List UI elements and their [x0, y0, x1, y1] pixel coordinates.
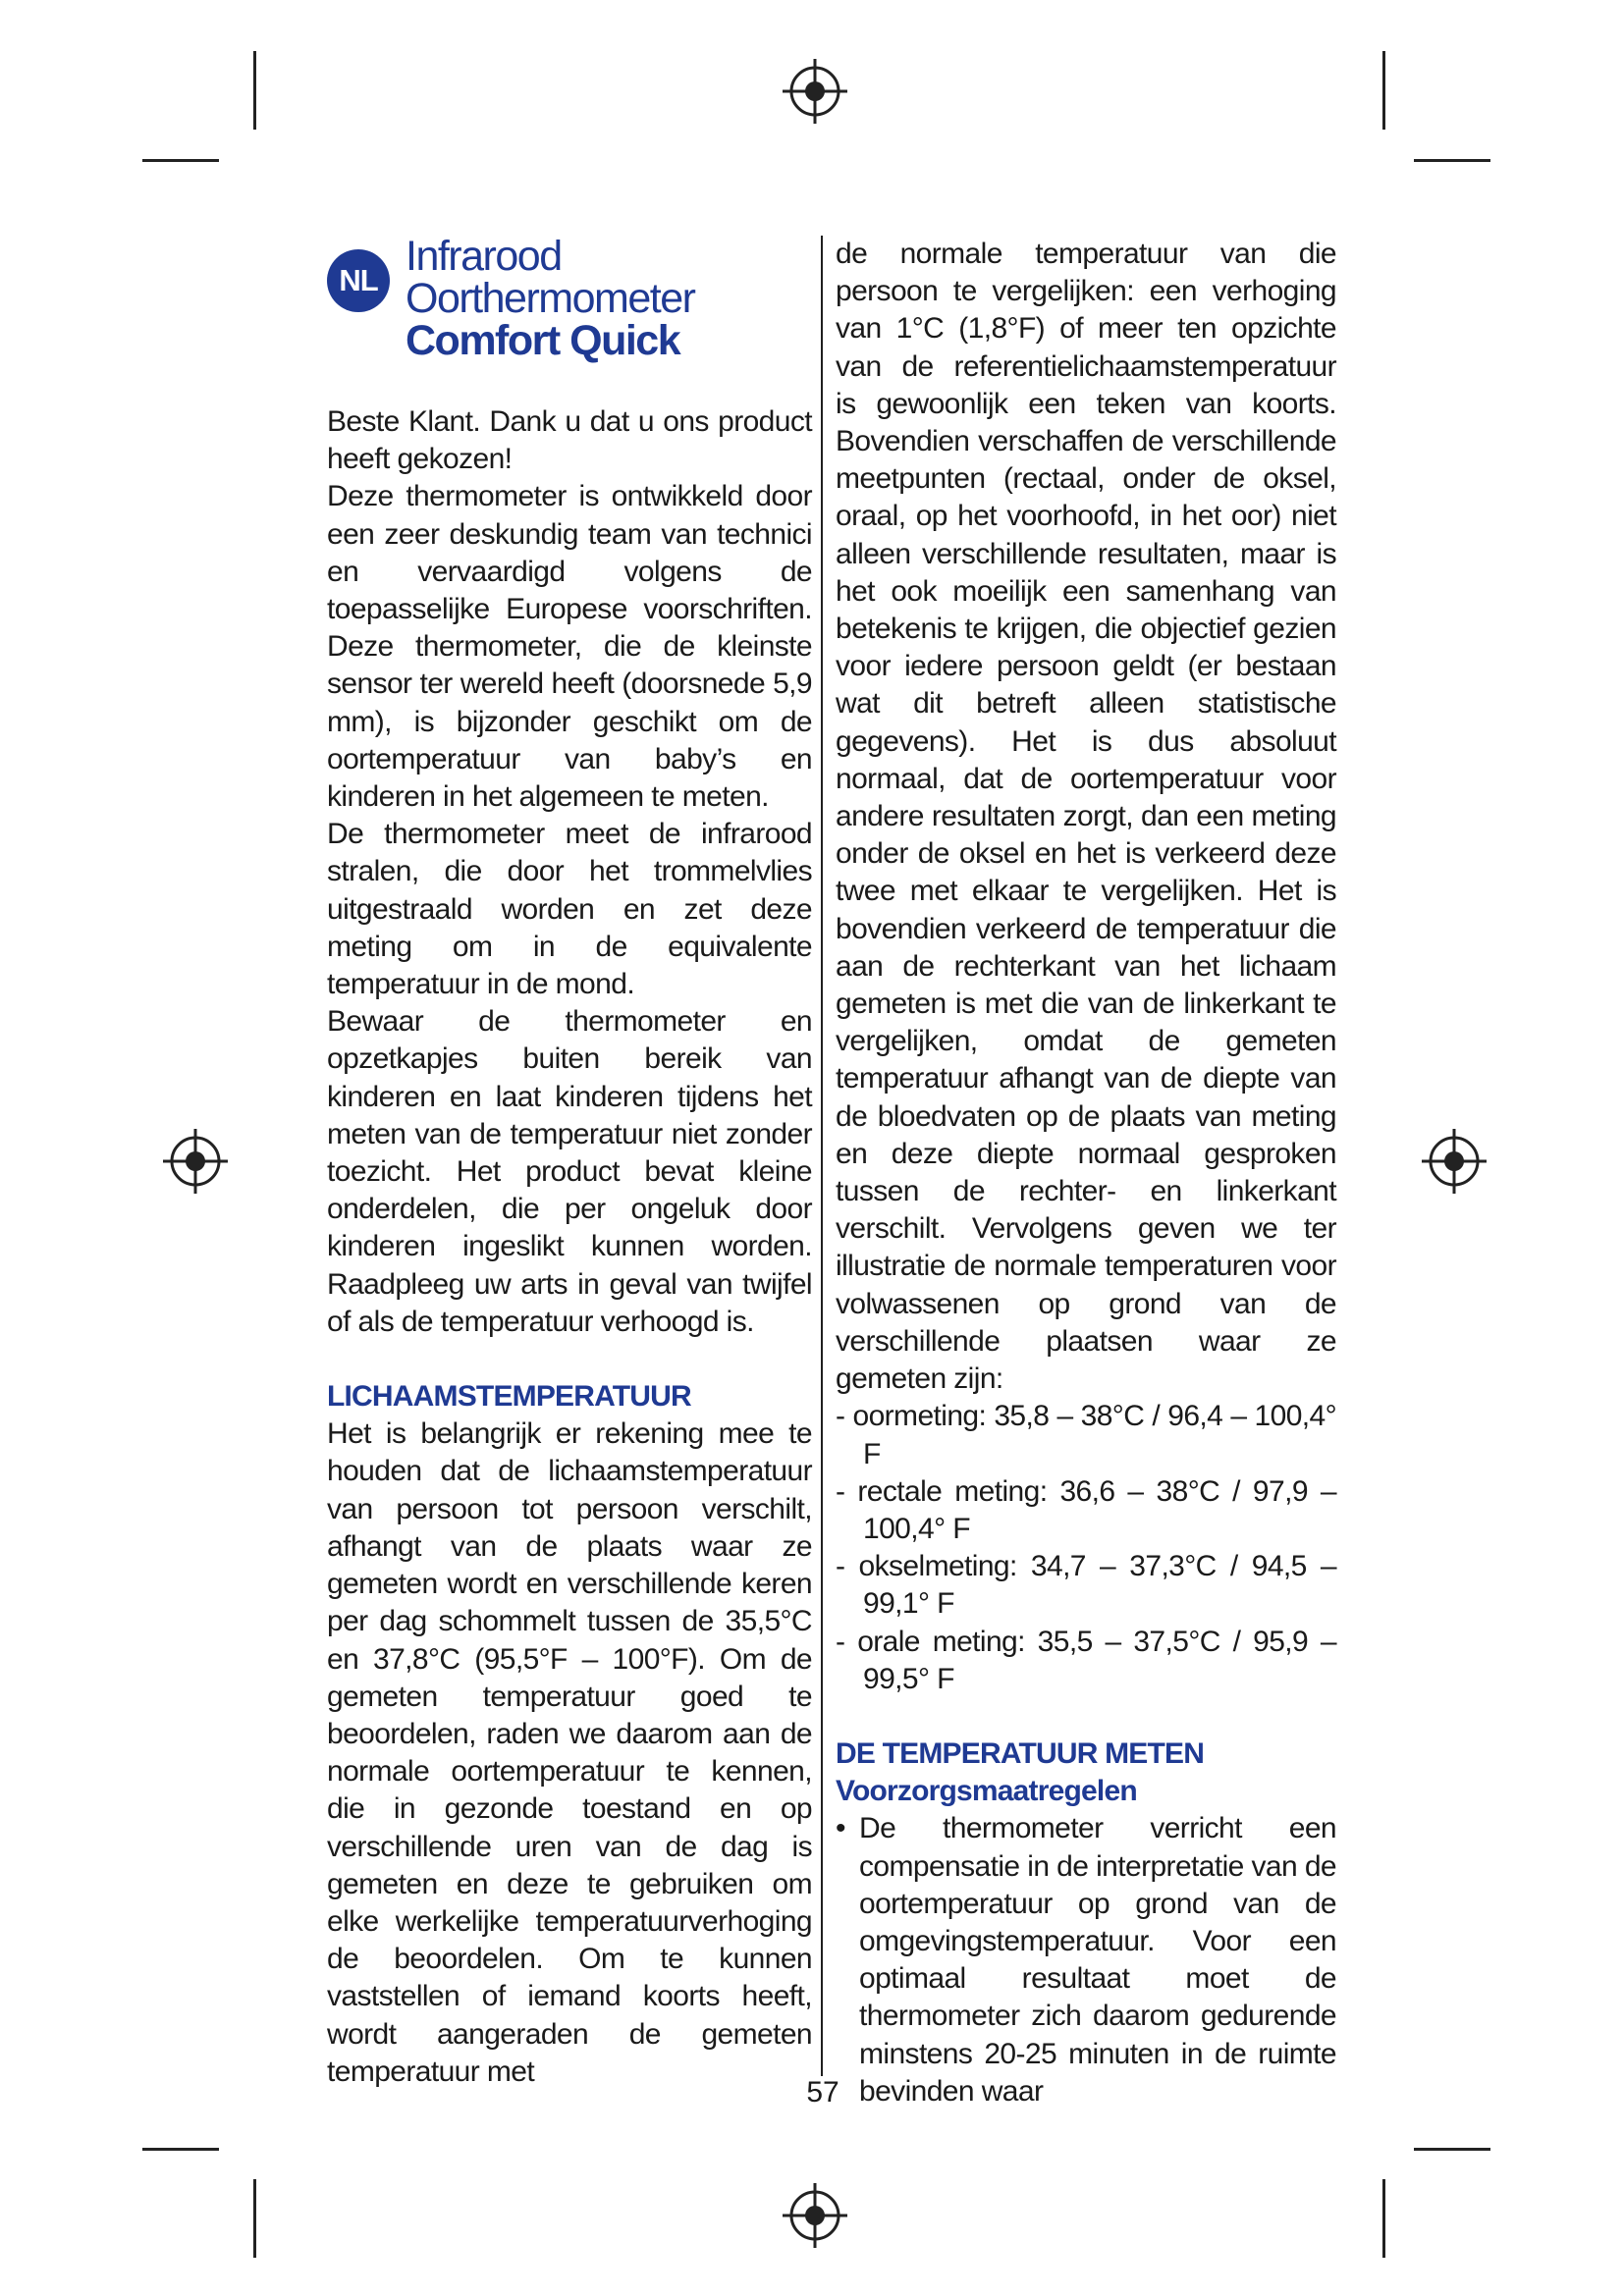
title-line-3: Comfort Quick — [406, 317, 680, 364]
crop-mark-bottom-left — [253, 2179, 256, 2258]
crop-mark-top-right-h — [1414, 159, 1490, 162]
intro-greeting: Beste Klant. Dank u dat u ons product heeft gekozen! — [327, 405, 812, 476]
right-column — [836, 236, 1336, 2110]
body-temperature-text: Het is belangrijk er rekening mee te houden dat de lichaamstemperatuur van persoon tot persoon verschilt, afhangt van de plaats waar ze gemeten wordt en verschillende keren per dag schommelt tussen de 35,5°C en 37,8°C (95,5°F – 100°F). Om de gemeten temperatuur goed te beoordelen, raden we daarom aan de normale oortemperatuur te kennen, die in gezonde toestand en op verschillende uren van de dag is gemeten en deze te gebruiken om elke werkelijke temperatuurverhoging de beoordelen. Om te kunnen vaststellen of iemand koorts heeft, wordt aangeraden de gemeten temperatuur met — [327, 1417, 812, 2088]
safety-notice: Bewaar de thermometer en opzetkapjes buiten bereik van kinderen en laat kinderen tijdens het meten van de temperatuur niet zonder toezicht. Het product bevat kleine onderdelen, die per ongeluk door kinderen ingeslikt kunnen worden. Raadpleeg uw arts in geval van twijfel of als de temperatuur verhoogd is. — [327, 1005, 812, 1338]
subheading-precautions: Voorzorgsmaatregelen — [836, 1775, 1137, 1808]
column-divider — [821, 236, 823, 2076]
left-column — [327, 233, 812, 2091]
temperature-list-item: - rectale meting: 36,6 – 38°C / 97,9 – 100,4° F — [836, 1474, 1336, 1545]
crop-mark-top-left-h — [142, 159, 219, 162]
registration-mark-left-icon — [161, 1127, 230, 1196]
section-heading-body-temperature: LICHAAMSTEMPERATUUR — [327, 1380, 691, 1414]
crop-mark-bottom-right — [1382, 2179, 1385, 2258]
temperature-list-item: - orale meting: 35,5 – 37,5°C / 95,9 – 99,5° F — [836, 1625, 1336, 1695]
crop-mark-bottom-right-h — [1414, 2148, 1490, 2151]
measurement-principle: De thermometer meet de infrarood stralen, die door het trommelvlies uitgestraald worden en zet deze meting om in de equivalente temperatuur in de mond. — [327, 818, 812, 1001]
section-heading-measuring: DE TEMPERATUUR METEN — [836, 1736, 1205, 1770]
precaution-bullet: • De thermometer verricht een compensatie in de interpretatie van de oortemperatuur op grond van de omgevingstemperatuur. Voor een optimaal resultaat moet de thermometer zich daarom gedurende minstens 20-25 minuten in de ruimte bevinden waar — [836, 1810, 1336, 2110]
crop-mark-top-left — [253, 51, 256, 130]
crop-mark-top-right — [1382, 51, 1385, 130]
crop-mark-bottom-left-h — [142, 2148, 219, 2151]
registration-mark-bottom-icon — [781, 2181, 849, 2250]
body-temperature-continued: de normale temperatuur van die persoon te vergelijken: een verhoging van 1°C (1,8°F) of meer ten opzichte van de referentielichaamstemperatuur is gewoonlijk een teken van koorts. Bovendien verschaffen de verschillende meetpunten (rectaal, onder de oksel, oraal, op het voorhoofd, in het oor) niet alleen verschillende resultaten, maar is het ook moeilijk een samenhang van betekenis te krijgen, die objectief gezien voor iedere persoon geldt (er bestaan wat dit betreft alleen statistische gegevens). Het is dus absoluut normaal, dat de oortemperatuur voor andere resultaten zorgt, dan een meting onder de oksel en het is verkeerd deze twee met elkaar te vergelijken. Het is bovendien verkeerd de temperatuur die aan de rechterkant van het lichaam gemeten is met die van de linkerkant te vergelijken, omdat de gemeten temperatuur afhangt van de diepte van de bloedvaten op de plaats van meting en deze diepte normaal gesproken tussen de rechter- en linkerkant verschilt. Vervolgens geven we ter illustratie de normale temperaturen voor volwassenen op grond van de verschillende plaatsen waar ze gemeten zijn: — [836, 238, 1336, 1396]
language-badge: NL — [327, 249, 390, 312]
title-line-1: Infrarood — [406, 233, 562, 280]
temperature-list-item: - oormeting: 35,8 – 38°C / 96,4 – 100,4° F — [836, 1400, 1336, 1470]
registration-mark-right-icon — [1420, 1127, 1489, 1196]
document-title — [327, 233, 812, 364]
temperature-list-item: - okselmeting: 34,7 – 37,3°C / 94,5 – 99,1° F — [836, 1550, 1336, 1621]
intro-description: Deze thermometer is ontwikkeld door een zeer deskundig team van technici en vervaardigd volgens de toepasselijke Europese voorschriften. Deze thermometer, die de kleinste sensor ter wereld heeft (doorsnede 5,9 mm), is bijzonder geschikt om de oortemperatuur van baby’s en kinderen in het algemeen te meten. — [327, 480, 812, 814]
page-number: 57 — [806, 2076, 839, 2109]
registration-mark-top-icon — [781, 57, 849, 126]
title-line-2: Oorthermometer — [406, 275, 695, 322]
